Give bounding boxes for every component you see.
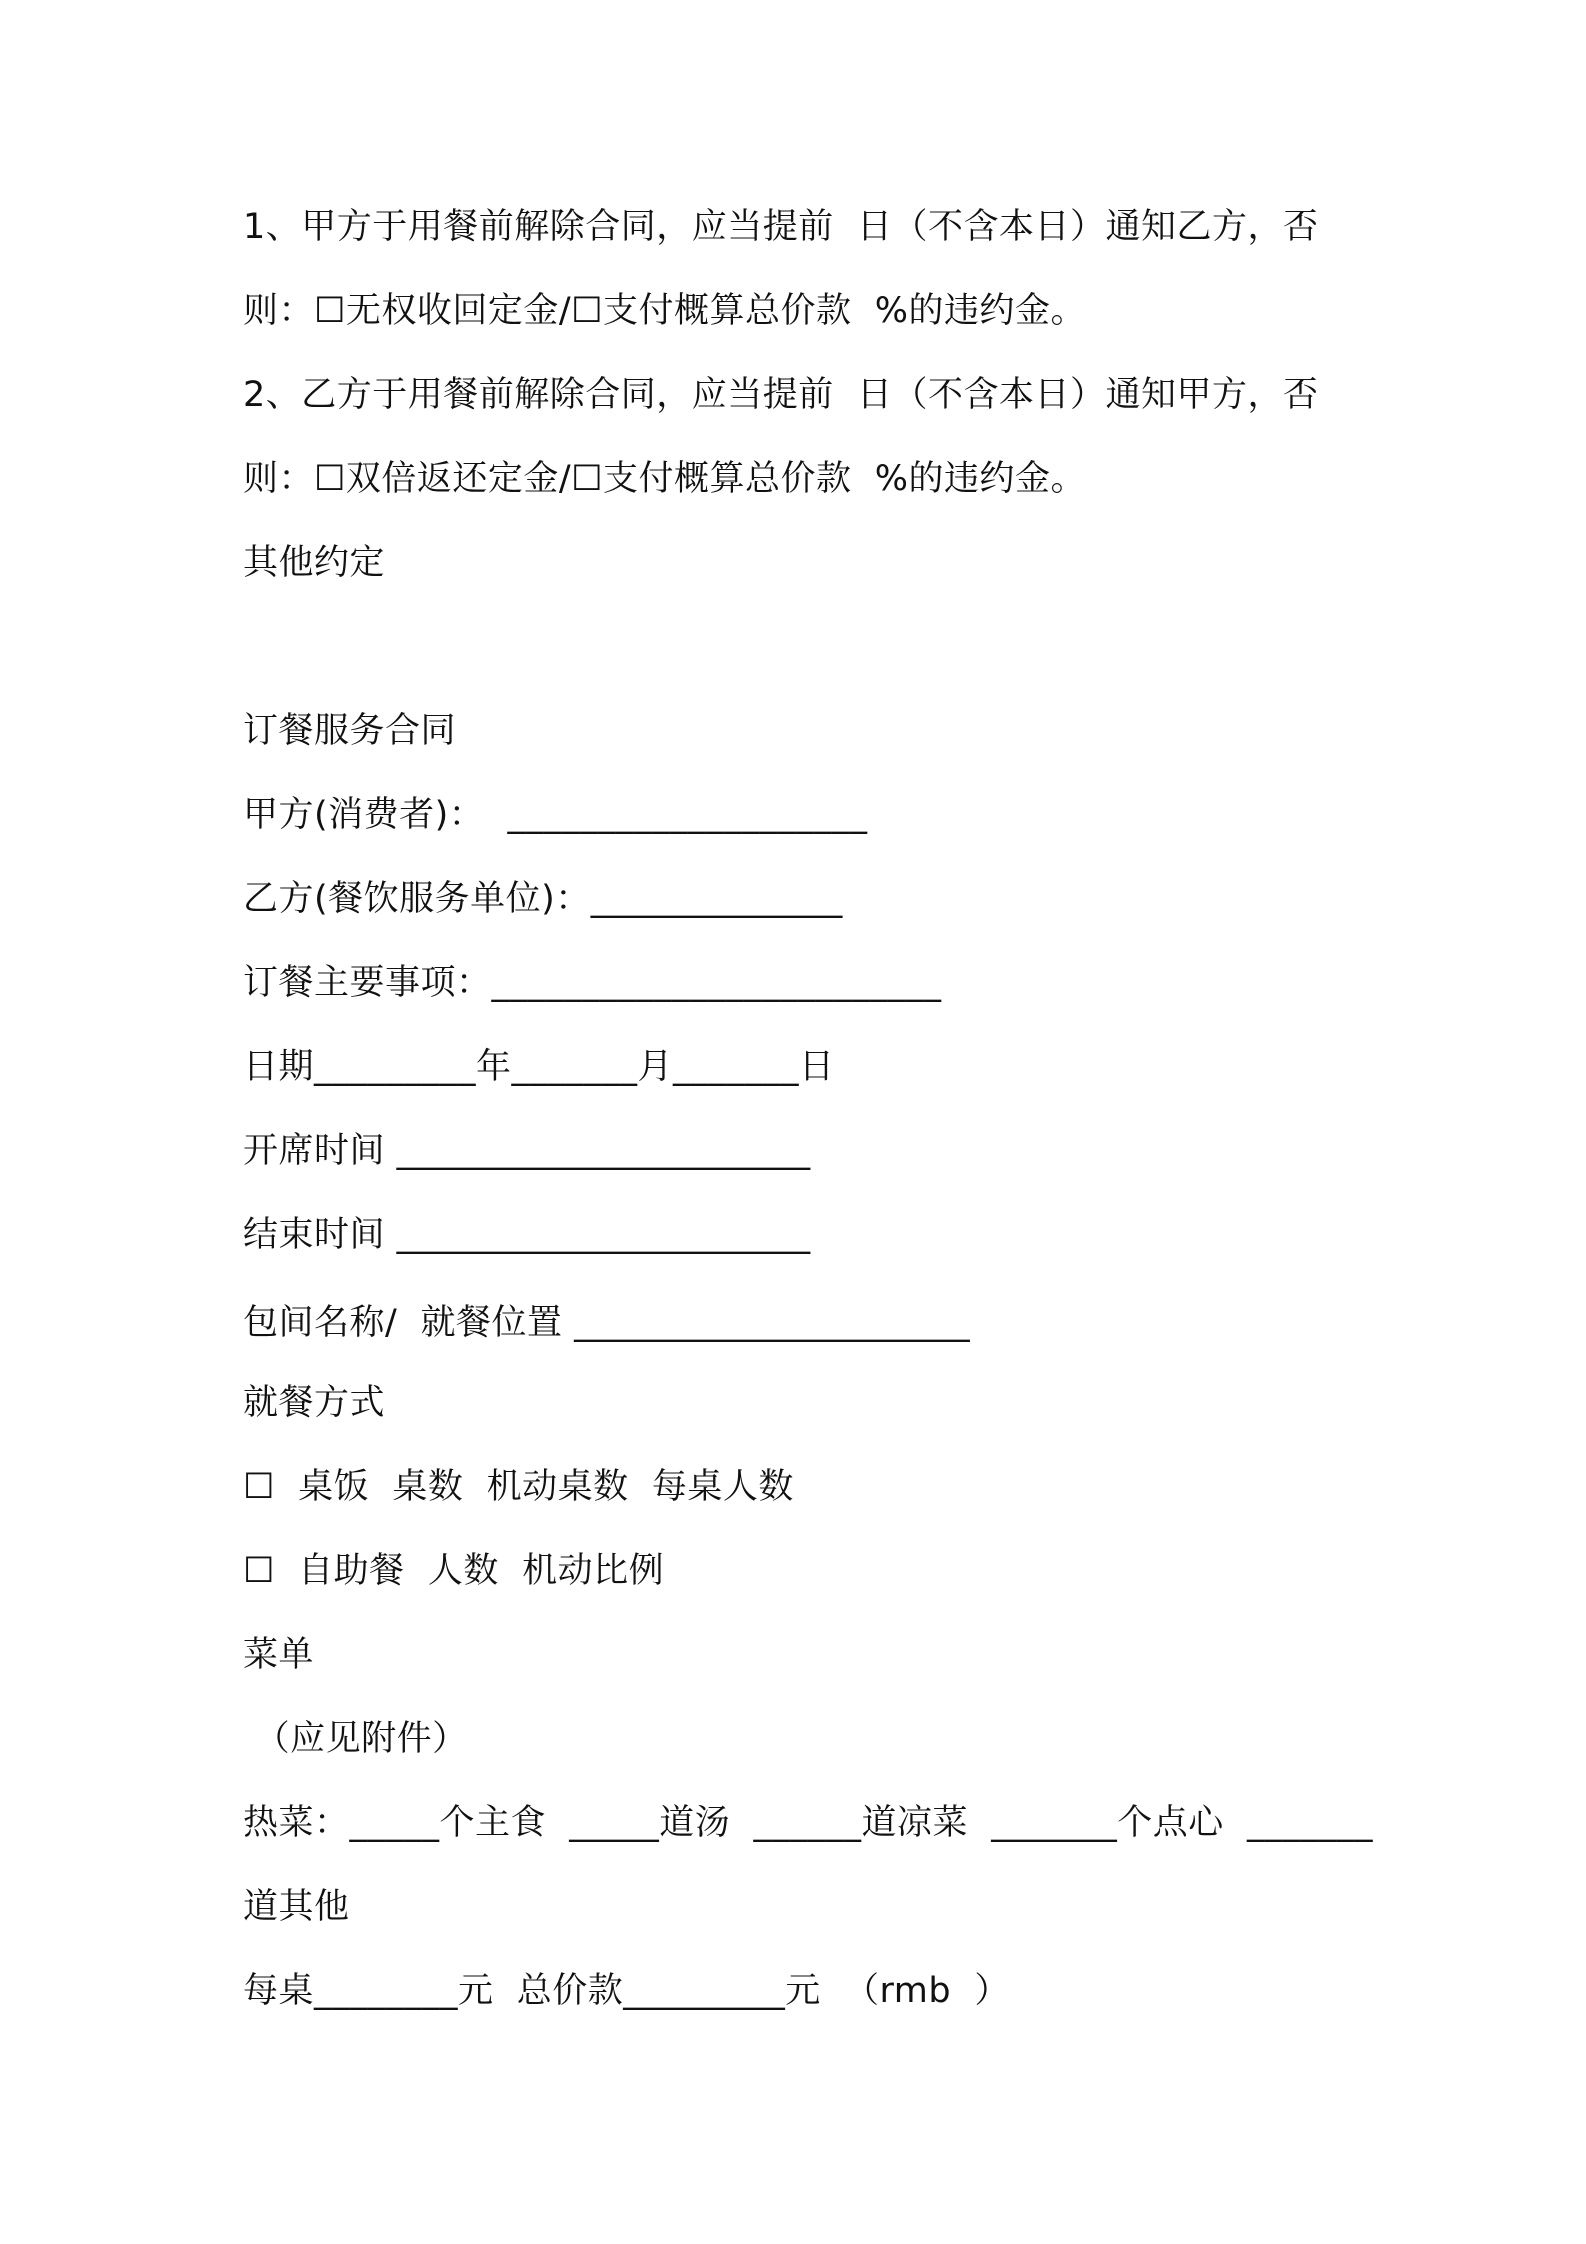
party-b-field: 乙方(餐饮服务单位)：______________ [243, 879, 843, 919]
room-location-field: 包间名称/ 就餐位置 ______________________ [243, 1303, 971, 1343]
attachment-note: （应见附件） [243, 1719, 468, 1759]
buffet-option: ☐ 自助餐 人数 机动比例 [243, 1551, 665, 1591]
dining-mode-heading: 就餐方式 [243, 1383, 386, 1423]
price-field: 每桌________元 总价款_________元 （rmb ） [243, 1971, 1010, 2011]
other-agreement-heading: 其他约定 [243, 543, 386, 583]
main-items-field: 订餐主要事项：_________________________ [243, 963, 942, 1003]
clause-2-line-1: 2、乙方于用餐前解除合同，应当提前 日（不含本日）通知甲方，否 [243, 375, 1319, 415]
end-time-field: 结束时间 _______________________ [243, 1215, 811, 1255]
clause-1-line-2: 则：☐无权收回定金/☐支付概算总价款 %的违约金。 [243, 291, 1087, 331]
dishes-line-1: 热菜：_____个主食 _____道汤 ______道凉菜 _______个点心 _______ [243, 1803, 1374, 1843]
dishes-line-2: 道其他 [243, 1887, 350, 1927]
party-a-field: 甲方(消费者)： ____________________ [243, 795, 868, 835]
menu-heading: 菜单 [243, 1635, 315, 1675]
clause-1-line-1: 1、甲方于用餐前解除合同，应当提前 日（不含本日）通知乙方，否 [243, 207, 1319, 247]
clause-2-line-2: 则：☐双倍返还定金/☐支付概算总价款 %的违约金。 [243, 459, 1087, 499]
table-meal-option: ☐ 桌饭 桌数 机动桌数 每桌人数 [243, 1467, 794, 1507]
contract-title: 订餐服务合同 [243, 711, 457, 751]
start-time-field: 开席时间 _______________________ [243, 1131, 811, 1171]
date-field: 日期_________年_______月_______日 [243, 1047, 835, 1087]
